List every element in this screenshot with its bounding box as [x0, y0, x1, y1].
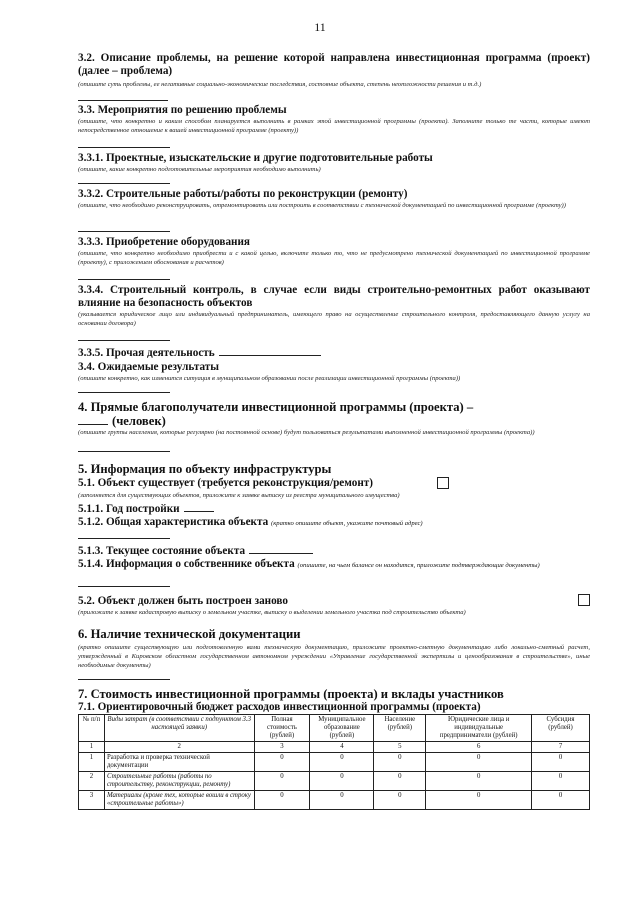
- table-cell: 1: [79, 742, 105, 753]
- section-3-3-3-title: 3.3.3. Приобретение оборудования: [78, 236, 250, 248]
- section-3-2-title: 3.2. Описание проблемы, на решение которой направлена инвестиционная программа (проект) (далее – проблема): [78, 52, 590, 77]
- table-cell[interactable]: 0: [374, 772, 426, 791]
- table-cell[interactable]: 0: [254, 791, 310, 810]
- section-5-1-note: (заполняется для существующих объектов, приложите к заявке выписку из реестра муниципального имущества): [78, 492, 400, 499]
- table-cell: 2: [104, 742, 254, 753]
- beneficiaries-count-field[interactable]: [78, 415, 108, 425]
- section-3-3-2-note: (опишите, что необходимо реконструировать, отремонтировать или построить в соответствии с технической документацией по инвестиционной программе (проекту)): [78, 202, 566, 209]
- section-5-1-4-note: (опишите, на чьем балансе он находится, приложите подтверждающие документы): [297, 562, 540, 569]
- answer-line-5-1-2[interactable]: [78, 538, 170, 539]
- table-cell[interactable]: 0: [254, 772, 310, 791]
- table-cell[interactable]: 0: [374, 753, 426, 772]
- table-cell: 3: [254, 742, 310, 753]
- answer-line-6[interactable]: [78, 679, 170, 680]
- section-3-3-4-title: 3.3.4. Строительный контроль, в случае если виды строительно-ремонтных работ оказывают влияние на безопасность объектов: [78, 284, 590, 309]
- answer-line-3-3[interactable]: [78, 147, 170, 148]
- answer-line-3-3-4[interactable]: [78, 340, 170, 341]
- table-header-cell: Виды затрат (в соответствии с подпунктом 3.3 настоящей заявки): [104, 715, 254, 742]
- table-cell: 4: [310, 742, 374, 753]
- section-5-2-note: (приложите к заявке кадастровую выписку о земельном участке, выписку о выделении земельного участка под строительство объекта): [78, 609, 466, 616]
- section-5-1-3-row: [78, 544, 590, 558]
- section-3-3-4-note: (указывается юридическое лицо или индивидуальный предприниматель, имеющего право на осуществление строительного контроля, предоставляющего данную услугу на основании договора): [78, 311, 590, 327]
- build-year-field[interactable]: [184, 502, 214, 512]
- table-cell[interactable]: 0: [426, 772, 532, 791]
- section-6-note: (кратко опишите существующую или подготовленную вами техническую документацию, приложите проектно-сметную документацию либо локально-сметный расчет, утвержденный в Кировском областном государственном автономном учреждении «Управление государственной экспертизы и ценообразования в строительстве», иные необходимые документы): [78, 644, 590, 669]
- section-3-3-3-note: (опишите, что конкретно необходимо приобрести и с какой целью, включите только то, что не предусмотрено технической документацией по инвестиционной программе (проекту), с приложением обоснования и расчетов): [78, 250, 590, 266]
- page-number: 11: [314, 20, 326, 34]
- section-5-1-3-title: 5.1.3. Текущее состояние объекта: [78, 545, 246, 557]
- answer-line-3-3-5[interactable]: [219, 346, 321, 356]
- answer-line-3-3-2[interactable]: [78, 231, 170, 232]
- table-cell: 7: [532, 742, 590, 753]
- answer-line-3-2[interactable]: [78, 100, 168, 101]
- section-5-1-1-title: 5.1.1. Год постройки: [78, 503, 180, 515]
- budget-table: [78, 714, 590, 810]
- section-4-title: 4. Прямые благополучатели инвестиционной программы (проекта) –: [78, 400, 474, 414]
- section-7-1-title: 7.1. Ориентировочный бюджет расходов инвестиционной программы (проекта): [78, 701, 481, 713]
- table-cell: 5: [374, 742, 426, 753]
- section-6-title: 6. Наличие технической документации: [78, 627, 301, 641]
- answer-line-3-3-3[interactable]: [78, 279, 170, 280]
- section-5-1-4-title: 5.1.4. Информация о собственнике объекта: [78, 558, 295, 570]
- section-5-1-2-title: 5.1.2. Общая характеристика объекта: [78, 516, 269, 528]
- table-cell[interactable]: 0: [426, 791, 532, 810]
- section-5-1-2-row: [78, 516, 590, 530]
- section-5-title: 5. Информация по объекту инфраструктуры: [78, 462, 332, 476]
- section-7-title: 7. Стоимость инвестиционной программы (проекта) и вклады участников: [78, 687, 504, 701]
- section-3-4-note: (опишите конкретно, как изменится ситуация в муниципальном образовании после реализации инвестиционной программы (проекта)): [78, 375, 461, 382]
- answer-line-3-4[interactable]: [78, 392, 170, 393]
- table-cell[interactable]: 0: [532, 772, 590, 791]
- section-4-note: (опишите группы населения, которые регулярно (на постоянной основе) будут пользоваться результатами выполненной инвестиционной программы (проекта)): [78, 429, 535, 436]
- table-row: [79, 791, 590, 810]
- table-cell: 2: [79, 772, 105, 791]
- section-5-1-title: 5.1. Объект существует (требуется реконструкция/ремонт): [78, 477, 373, 489]
- table-cell[interactable]: 0: [532, 753, 590, 772]
- section-3-3-5-title: 3.3.5. Прочая деятельность: [78, 347, 215, 359]
- answer-line-5-1-4[interactable]: [78, 586, 170, 587]
- section-5-1-4-row: [78, 558, 590, 572]
- section-5-2-title: 5.2. Объект должен быть построен заново: [78, 595, 288, 607]
- table-header-cell: № п/п: [79, 715, 105, 742]
- table-cell[interactable]: 0: [310, 753, 374, 772]
- table-row: [79, 753, 590, 772]
- table-header-cell: Полная стоимость (рублей): [254, 715, 310, 742]
- table-cell[interactable]: 0: [426, 753, 532, 772]
- table-cell[interactable]: 0: [374, 791, 426, 810]
- section-5-1-2-note: (кратко опишите объект, укажите почтовый адрес): [271, 520, 423, 527]
- section-3-3-title: 3.3. Мероприятия по решению проблемы: [78, 104, 287, 116]
- table-header-cell: Юридические лица и индивидуальные предприниматели (рублей): [426, 715, 532, 742]
- table-cell: Строительные работы (работы по строительству, реконструкции, ремонту): [104, 772, 254, 791]
- table-cell[interactable]: 0: [254, 753, 310, 772]
- table-header-row: [79, 715, 590, 742]
- section-3-2-note: (опишите суть проблемы, ее негативные социально-экономические последствия, состояние объекта, степень неотложности решения и т.д.): [78, 81, 482, 88]
- section-3-3-note: (опишите, что конкретно и каким способом планируется выполнить в рамках этой инвестиционной программы (проекта). Заполните только те части, которые имеют непосредственное отношение к вашей инвестиционной программе (проекту)): [78, 118, 590, 134]
- section-4-count-row: [78, 414, 590, 428]
- section-3-3-1-note: (опишите, какие конкретно подготовительные мероприятия необходимо выполнить): [78, 166, 321, 173]
- build-new-checkbox[interactable]: [578, 594, 590, 606]
- table-row: [79, 772, 590, 791]
- section-3-3-2-title: 3.3.2. Строительные работы/работы по реконструкции (ремонту): [78, 188, 408, 200]
- table-cell: 3: [79, 791, 105, 810]
- section-3-3-5-row: [78, 346, 590, 360]
- table-index-row: [79, 742, 590, 753]
- object-exists-checkbox[interactable]: [437, 477, 449, 489]
- table-header-cell: Субсидия (рублей): [532, 715, 590, 742]
- table-cell: 1: [79, 753, 105, 772]
- answer-line-3-3-1[interactable]: [78, 183, 170, 184]
- table-cell[interactable]: 0: [310, 772, 374, 791]
- table-cell[interactable]: 0: [532, 791, 590, 810]
- section-5-1-1-row: [78, 502, 590, 516]
- section-3-3-1-title: 3.3.1. Проектные, изыскательские и другие подготовительные работы: [78, 152, 433, 164]
- current-state-field[interactable]: [249, 544, 313, 554]
- answer-line-4[interactable]: [78, 451, 170, 452]
- table-cell: 6: [426, 742, 532, 753]
- section-4-people-label: (человек): [112, 414, 166, 428]
- table-header-cell: Муниципальное образование (рублей): [310, 715, 374, 742]
- table-cell: Материалы (кроме тех, которые вошли в строку «строительные работы»): [104, 791, 254, 810]
- section-3-4-title: 3.4. Ожидаемые результаты: [78, 361, 220, 373]
- table-cell: Разработка и проверка технической документации: [104, 753, 254, 772]
- table-cell[interactable]: 0: [310, 791, 374, 810]
- table-header-cell: Население (рублей): [374, 715, 426, 742]
